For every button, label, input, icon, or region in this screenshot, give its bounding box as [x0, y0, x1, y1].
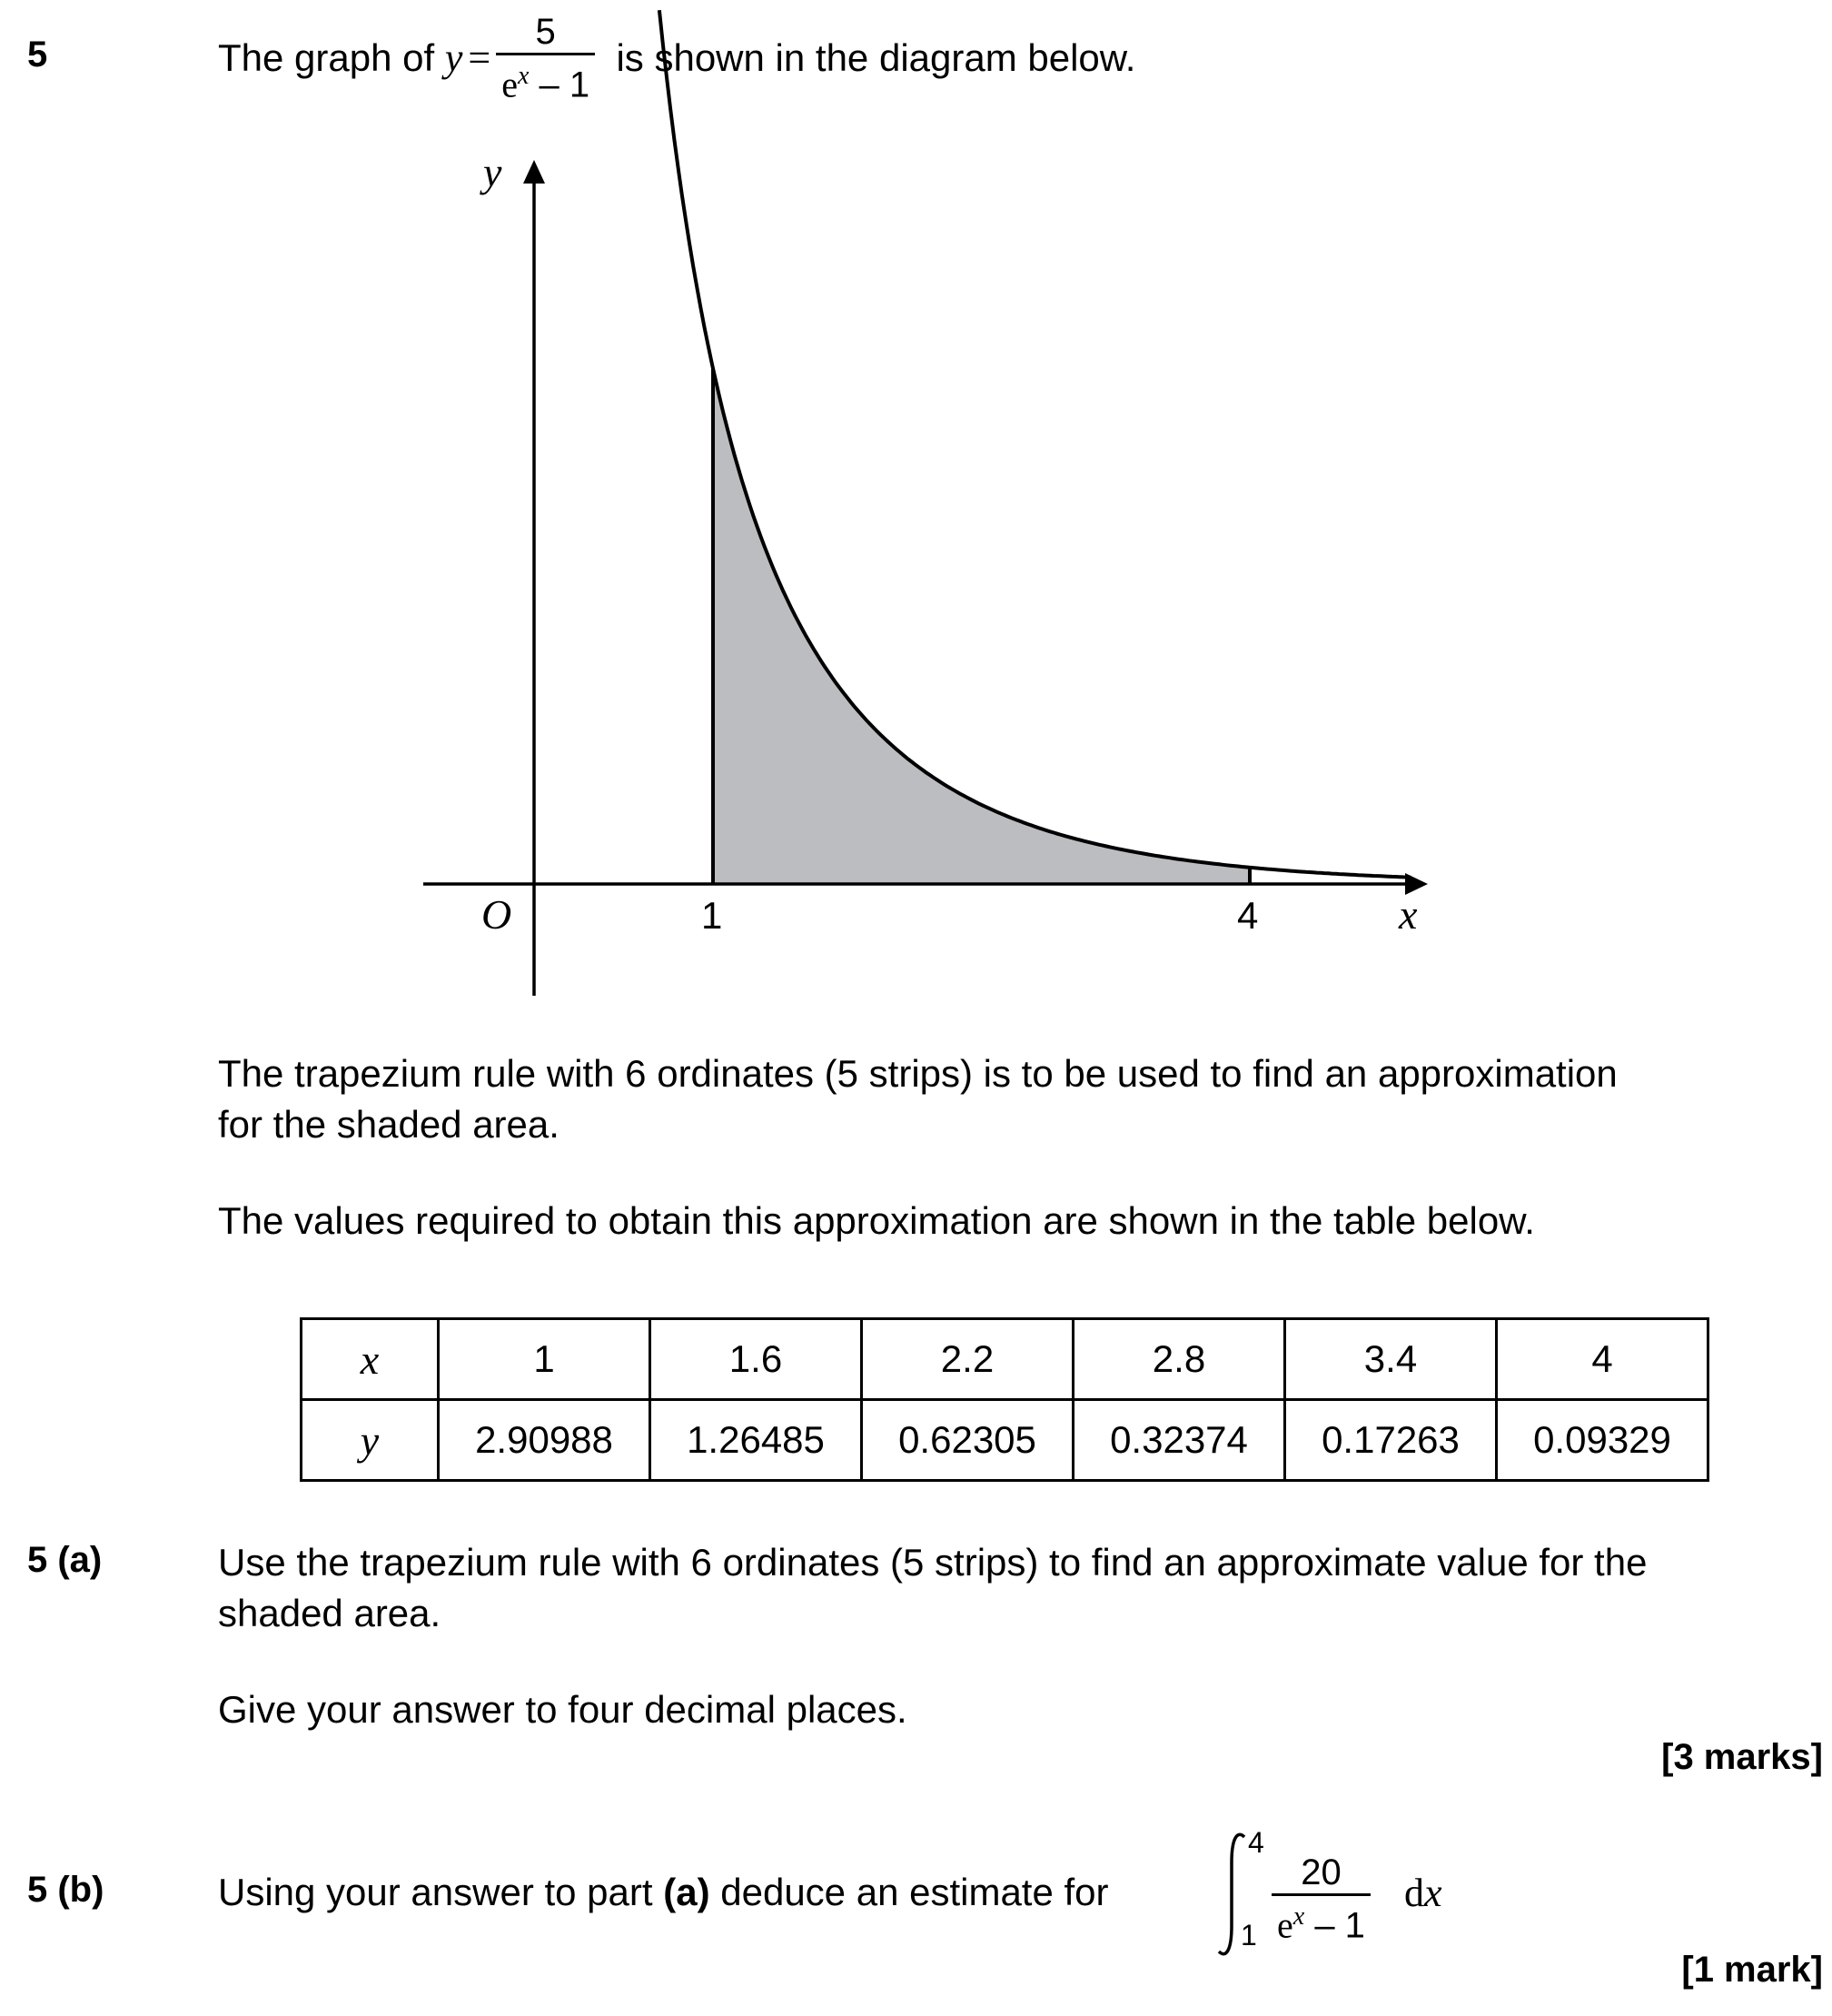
table-header-y: y — [302, 1400, 439, 1481]
tick-label-1: 1 — [701, 894, 723, 937]
x-axis-label: x — [1399, 891, 1418, 938]
table-cell: 2.8 — [1074, 1319, 1285, 1400]
equation-denominator: $e^x - 1$ — [496, 53, 595, 105]
table-cell: 1.6 — [650, 1319, 862, 1400]
question-number: 5 — [27, 35, 48, 74]
table-cell: 0.62305 — [862, 1400, 1074, 1481]
paragraph-values: The values required to obtain this approximation are shown in the table below. — [218, 1199, 1535, 1242]
values-table — [300, 1317, 1709, 1482]
table-row-y — [302, 1400, 1708, 1481]
table-cell: 1 — [439, 1319, 650, 1400]
part-b-label: 5 (b) — [27, 1870, 104, 1910]
part-a-instruction: Give your answer to four decimal places. — [218, 1688, 907, 1731]
part-a-text: Use the trapezium rule with 6 ordinates (5 strips) to find an approximate value for the shaded area. — [218, 1541, 1648, 1634]
table-cell: 0.09329 — [1497, 1400, 1708, 1481]
table-cell: 2.90988 — [439, 1400, 650, 1481]
integral-upper-limit: 4 — [1248, 1826, 1264, 1859]
table-cell: 1.26485 — [650, 1400, 862, 1481]
part-a-label: 5 (a) — [27, 1540, 103, 1580]
part-b-marks: [1 mark] — [1681, 1950, 1823, 1990]
table-cell: 3.4 — [1285, 1319, 1497, 1400]
intro-after: is shown in the diagram below. — [616, 36, 1136, 79]
integral-expression — [1217, 1826, 1471, 1962]
paragraph-trapezium: The trapezium rule with 6 ordinates (5 strips) is to be used to find an approximation for the shaded area. — [218, 1052, 1618, 1146]
origin-label: O — [481, 891, 512, 938]
integral-fraction: $\frac{20}{e^x - 1}$ — [1272, 1852, 1371, 1946]
table-cell: 4 — [1497, 1319, 1708, 1400]
equation-y: y — [444, 35, 463, 80]
table-row-x — [302, 1319, 1708, 1400]
table-header-x: x — [302, 1319, 439, 1400]
tick-label-4: 4 — [1237, 894, 1259, 937]
equation-equals: = — [468, 35, 491, 80]
part-b-text: Using your answer to part (a) deduce an estimate for — [218, 1871, 1109, 1913]
table-cell: 0.17263 — [1285, 1400, 1497, 1481]
integral-lower-limit: 1 — [1241, 1919, 1257, 1951]
y-axis-label: y — [483, 149, 502, 195]
intro-before: The graph of — [218, 36, 435, 79]
y-axis-arrow — [523, 160, 545, 184]
table-cell: 2.2 — [862, 1319, 1074, 1400]
integral-differential: dx — [1404, 1871, 1442, 1915]
table-cell: 0.32374 — [1074, 1400, 1285, 1481]
equation-numerator: 5 — [535, 11, 556, 52]
part-a-marks: [3 marks] — [1661, 1737, 1823, 1777]
